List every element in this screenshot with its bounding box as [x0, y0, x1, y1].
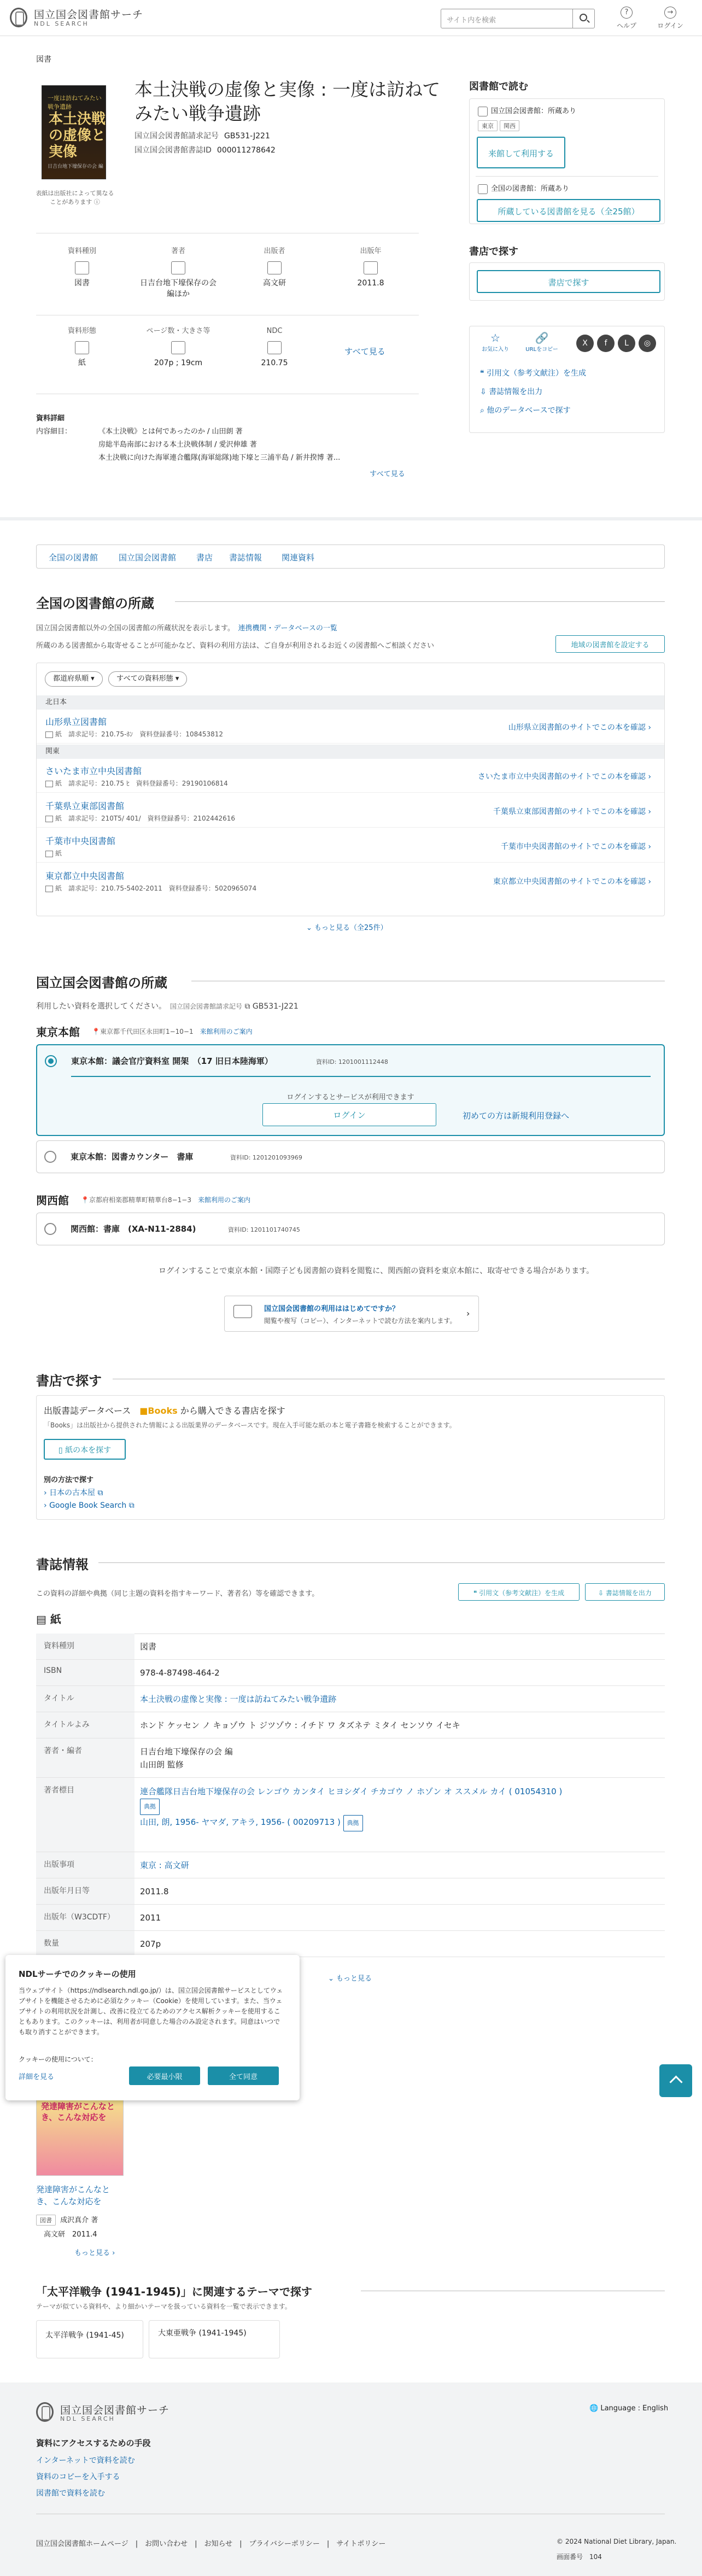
books-logo: ■Books [139, 1406, 178, 1416]
contents-item: 《本土決戦》とは何であったのか / 山田朗 著 [98, 428, 243, 436]
bib-row: 数量 207p [36, 1931, 665, 1957]
theme-card[interactable]: 大東亜戦争 (1941-1945) [149, 2320, 280, 2358]
export-button[interactable]: ⇩ 書誌情報を出力 [585, 1583, 665, 1601]
export-link[interactable]: ⇩ 書誌情報を出力 [480, 388, 543, 396]
national-status: 全国の図書館：所蔵あり [478, 183, 569, 194]
call-number: 国立国会図書館請求記号 GB531-J221 [134, 132, 270, 140]
pin-icon: 📍 [92, 1028, 100, 1035]
search-icon [580, 14, 587, 21]
library-icon [478, 184, 488, 194]
sort-select[interactable]: 都道府県順 ▾ [45, 671, 103, 687]
bib-row: 著者標目 連合艦隊日吉台地下壕保存の会 レンゴウ カンタイ ヒヨシダイ チカゴウ ノ ホゾン オ ススメル カイ ( 01054310 ) 典拠 山田, 朗, 1956- ヤマダ, アキラ, 1956- ( 00209713 ) 典拠 [36, 1778, 665, 1852]
related-more-link[interactable]: もっと見る › [74, 2249, 115, 2257]
fact-ndc: NDC 210.75 [261, 327, 288, 367]
location-tags [478, 120, 522, 131]
national-note: 所蔵のある図書館から取寄せることが可能かなど、資料の利用方法は、ご自身が利用されるお近くの図書館へご相談ください [36, 642, 435, 650]
calendar-icon [364, 261, 378, 274]
bib-row: 出版事項 東京 : 高文研 [36, 1852, 665, 1878]
holding-radio-3[interactable] [44, 1223, 56, 1235]
authority-button[interactable]: 典拠 [343, 1815, 363, 1831]
screen-number: 画面番号 104 [557, 2553, 602, 2561]
paper-icon [45, 851, 53, 857]
login-button[interactable]: ログイン [262, 1103, 436, 1126]
login-message: ログインするとサービスが利用できます [286, 1093, 414, 1102]
help-icon: ? [621, 7, 633, 19]
search-button[interactable] [572, 9, 594, 28]
copy-icon: ⧉ [244, 1002, 250, 1011]
ndl-heading: 国立国会図書館の所蔵 [36, 975, 167, 991]
tokyo-address: 📍東京都千代田区永田町1−10−1 来館利用のご案内 [92, 1028, 253, 1035]
copyright: © 2024 National Diet Library, Japan. [557, 2538, 677, 2545]
holding-libraries-button[interactable]: 所蔵している図書館を見る（全25館） [477, 199, 660, 222]
google-books-link[interactable]: › Google Book Search ⧉ [44, 1501, 134, 1510]
bib-more-link[interactable]: ⌄ もっと見る [328, 1975, 372, 1983]
cookie-question: クッキーの使用について： [19, 2056, 97, 2063]
related-book-title[interactable]: 発達障害がこんなとき、こんな対応を [36, 2185, 110, 2206]
cover-publisher: 日吉台地下壕保存の会 編 [48, 164, 103, 169]
bib-heading: 書誌情報 [36, 1557, 89, 1572]
globe-icon: 🌐 [589, 2404, 599, 2413]
list-item: さいたま市立中央図書館 紙 請求記号：210.75 ﾋ 資料登録番号：29190106814 さいたま市立中央図書館のサイトでこの本を確認 › [37, 759, 664, 793]
instagram-share-icon[interactable]: ◎ [639, 335, 656, 352]
footer-link[interactable]: インターネットで資料を読む [36, 2456, 135, 2465]
list-item: 千葉市中央図書館 紙 千葉市中央図書館のサイトでこの本を確認 › [37, 829, 664, 863]
related-book-pub: 高文研 2011.4 [44, 2230, 97, 2239]
language-switch[interactable]: 🌐 Language : English [589, 2404, 669, 2413]
paper-icon [75, 341, 89, 354]
kansai-heading: 関西館 [36, 1194, 69, 1207]
footer-logo[interactable]: 国立国会図書館サーチ [60, 2404, 170, 2416]
breadcrumb: 図書 [36, 55, 51, 64]
footer-access-heading: 資料にアクセスするための手段 [36, 2438, 151, 2448]
other-db-link[interactable]: ⌕ 他のデータベースで探す [480, 406, 571, 415]
ndl-logo-icon[interactable] [10, 8, 27, 27]
region-kanto: 関東 [37, 745, 664, 759]
shop-button[interactable]: 書店で探す [477, 270, 660, 293]
section-nav [36, 545, 665, 569]
fact-pages: ページ数・大きさ等 207p ; 19cm [146, 327, 210, 367]
region-north: 北日本 [37, 695, 664, 710]
tag-tokyo: 東京 [478, 120, 498, 131]
footer-logo-sub: NDL SEARCH [60, 2415, 115, 2422]
theme-heading: 「太平洋戦争 (1941-1945)」に関連するテーマで探す [36, 2285, 312, 2298]
related-book-author: 図書 成沢真介 著 [36, 2214, 98, 2226]
list-item: 千葉県立東部図書館 紙 請求記号：210T5/ 401/ 資料登録番号：2102442616 千葉県立東部図書館のサイトでこの本を確認 › [37, 794, 664, 828]
bus-icon [233, 1305, 252, 1318]
fact-form: 資料形態 紙 [67, 327, 96, 367]
related-book-cover[interactable]: 発達障害がこんなとき、こんな対応を [36, 2094, 124, 2176]
shop-db-title: 出版書誌データベース ■Books から購入できる書店を探す [44, 1406, 285, 1416]
paper-icon [45, 886, 53, 892]
tokyo-guide-link[interactable]: 来館利用のご案内 [200, 1028, 253, 1035]
visit-button[interactable]: 来館して利用する [477, 137, 565, 168]
theme-desc: テーマが似ている資料や、より細かいテーマを扱っている資料を一覧で表示できます。 [36, 2303, 291, 2310]
logo-subtext: NDL SEARCH [34, 20, 89, 27]
info-icon[interactable]: ⓘ [93, 198, 100, 206]
nav-shop[interactable]: 書店 [196, 553, 213, 563]
see-all-facts-link[interactable]: すべて見る [344, 347, 385, 356]
chevron-right-icon: › [466, 1308, 470, 1319]
register-link[interactable]: 初めての方は新規利用登録へ [463, 1111, 570, 1121]
page-top-button[interactable] [659, 2064, 692, 2097]
bib-desc: この資料の詳細や典拠（同じ主題の資料を指すキーワード、著者名）等を確認できます。 [36, 1590, 319, 1598]
cookie-body: 当ウェブサイト（https://ndlsearch.ndl.go.jp/）は、国立国会図書館サービスとしてウェブサイトを機能させるために必須なクッキー（Cookie）を使用しています。また、当ウェブサイトの利用状況を計測し、改善に役立てるためのアクセス解析クッキーを使用することもあります。このクッキーは、利用者が同意した場合のみ設定されます。同意はいつでも取り消すことができます。 [19, 1987, 283, 2036]
contents-item: 本土決戦に向けた海軍連合艦隊(海軍総隊)地下壕と三浦半島 / 新井揆博 著... [98, 454, 341, 462]
holding-radio-1[interactable] [45, 1055, 57, 1067]
paper-icon [45, 816, 53, 822]
paper-icon: ▤ [36, 1613, 50, 1626]
format-select[interactable]: すべての資料形態 ▾ [108, 671, 187, 687]
tokyo-heading: 東京本館 [36, 1026, 80, 1039]
site-search[interactable] [441, 9, 595, 28]
pen-icon [171, 261, 185, 274]
list-item: 東京都立中央図書館 紙 請求記号：210.75-5402-2011 資料登録番号：5020965074 東京都立中央図書館のサイトでこの本を確認 › [45, 871, 651, 892]
shop-section-heading: 書店で探す [36, 1373, 102, 1389]
partners-link[interactable]: 連携機関・データベースの一覧 [238, 624, 337, 633]
fact-type: 資料種別 図書 [67, 247, 96, 288]
cookie-dialog [5, 1955, 300, 2100]
bib-id: 国立国会図書館書誌ID 000011278642 [134, 146, 276, 155]
search-icon: ⌕ [480, 406, 487, 415]
cookie-detail-link[interactable]: 詳細を見る [19, 2073, 55, 2081]
nav-bib[interactable]: 書誌情報 [229, 553, 262, 563]
cookie-essential-button[interactable]: 必要最小限 [129, 2066, 200, 2085]
other-methods: 別の方法で探す [44, 1476, 94, 1484]
holding-name-2: 東京本館：図書カウンター 書庫 [71, 1152, 194, 1162]
copy-url-button[interactable]: 🔗 URLをコピー [523, 331, 561, 353]
footer-link[interactable]: 資料のコピーを入手する [36, 2473, 120, 2481]
kosho-link[interactable]: › 日本の古本屋 ⧉ [44, 1489, 103, 1497]
first-time-banner[interactable]: 国立国会図書館の利用ははじめてですか？ 閲覧や複写（コピー）、インターネットで読む方法を案内します。 › [224, 1296, 479, 1332]
grid-icon [267, 341, 282, 354]
ndl-icon [478, 107, 488, 116]
bib-row: 著者・編者 日吉台地下壕保存の会 編 山田朗 監修 [36, 1738, 665, 1778]
link-icon: 🔗 [535, 331, 549, 344]
more-libraries-link[interactable]: ⌄ もっと見る（全25件） [306, 924, 388, 932]
contents-item: 房総半島南部における本土決戦体制 / 愛沢伸雄 著 [98, 441, 257, 449]
format-heading: ▤ 紙 [36, 1613, 61, 1626]
book-icon: ▯ [58, 1446, 66, 1455]
fact-publisher: 出版者 高文研 [263, 247, 286, 288]
paper-icon [45, 731, 53, 738]
pin-icon: 📍 [81, 1196, 89, 1204]
footer-link[interactable]: 図書館で資料を読む [36, 2489, 105, 2498]
contents-more-link[interactable]: すべて見る [370, 470, 405, 478]
nav-national[interactable]: 全国の図書館 [49, 553, 98, 563]
holding-name-3: 関西館：書庫 (XA-N11-2884) [71, 1224, 196, 1234]
star-icon: ☆ [490, 331, 500, 344]
kansai-address: 📍京都府相楽郡精華町精華台8−1−3 来館利用のご案内 [81, 1196, 250, 1204]
holding-id-3: 資料ID: 1201101740745 [228, 1226, 300, 1233]
holding-id-2: 資料ID: 1201201093969 [230, 1154, 302, 1161]
contents-list [98, 425, 405, 465]
holding-option-3[interactable] [36, 1213, 665, 1245]
holding-id-1: 資料ID: 1201001112448 [316, 1058, 388, 1065]
cover-subtitle: 一度は訪ねてみたい戦争遺跡 [48, 95, 102, 110]
shop-desc: 「Books」は出版社から提供された情報による出版業界のデータベースです。現在入手可能な紙の本と電子書籍を検索することができます。 [44, 1421, 456, 1429]
login-button[interactable]: → ログイン [654, 7, 687, 30]
holding-radio-2[interactable] [44, 1151, 56, 1163]
ruler-icon [171, 341, 185, 354]
ndl-desc: 利用したい資料を選択してください。 国立国会図書館請求記号 ⧉ GB531-J221 [36, 1002, 299, 1011]
export-icon: ⇩ [480, 388, 489, 396]
nav-related[interactable]: 関連資料 [282, 553, 315, 563]
contents-sub: 内容細目： [36, 428, 72, 436]
search-input[interactable]: サイト内を検索 [447, 16, 496, 25]
login-icon: → [664, 7, 676, 19]
bib-row: 資料種別 図書 [36, 1634, 665, 1660]
book-cover [42, 85, 106, 179]
bib-row: 出版年（W3CDTF） 2011 [36, 1905, 665, 1931]
bib-row: タイトルよみ ホンド ケッセン ノ キョゾウ ト ジツゾウ : イチド ワ タズネテ ミタイ センソウ イセキ [36, 1712, 665, 1738]
line-share-icon[interactable]: L [618, 335, 635, 352]
shop-heading: 書店で探す [469, 246, 518, 257]
bib-row: 出版年月日等 2011.8 [36, 1878, 665, 1905]
ndl-bottom-note: ログインすることで東京本館・国際子ども図書館の資料を閲覧に、関西館の資料を東京本館に、取寄せできる場合があります。 [159, 1267, 594, 1275]
nav-ndl[interactable]: 国立国会図書館 [119, 553, 177, 563]
national-heading: 全国の図書館の所蔵 [36, 596, 154, 611]
ndl-status: 国立国会図書館：所蔵あり [478, 105, 576, 116]
find-paper-book-button[interactable]: ▯ 紙の本を探す [44, 1439, 126, 1460]
footer-bottom-links: 国立国会図書館ホームページ | お問い合わせ | お知らせ | プライバシーポリシー | サイトポリシー [36, 2540, 386, 2548]
region-setting-button[interactable]: 地域の図書館を設定する [555, 635, 665, 653]
help-button[interactable]: ? ヘルプ [610, 7, 643, 30]
site-header [0, 0, 702, 36]
site-footer [0, 2382, 702, 2576]
fact-author: 著者 日吉台地下壕保存の会 編ほか [140, 247, 217, 298]
facebook-share-icon[interactable]: f [597, 335, 615, 352]
bib-row: ISBN 978-4-87498-464-2 [36, 1660, 665, 1686]
quote-icon: ❝ [480, 369, 487, 378]
list-item: 山形県立図書館 紙 請求記号：210.75-ﾎﾝ 資料登録番号：108453812 山形県立図書館のサイトでこの本を確認 › [37, 710, 664, 743]
fact-year: 出版年 2011.8 [357, 247, 384, 288]
building-icon [267, 261, 282, 274]
page-title: 本土決戦の虚像と実像 : 一度は訪ねてみたい戦争遺跡 [134, 79, 441, 124]
theme-card[interactable]: 太平洋戦争 (1941-45) [36, 2320, 143, 2358]
contents-heading: 資料詳細 [36, 414, 65, 423]
x-share-icon[interactable]: X [576, 335, 594, 352]
bib-row: タイトル 本土決戦の虚像と実像 : 一度は訪ねてみたい戦争遺跡 [36, 1686, 665, 1712]
holding-option-2[interactable] [36, 1140, 665, 1173]
cover-title: 本土決戦の虚像と実像 [49, 111, 106, 160]
favorite-button[interactable]: ☆ お気に入り [479, 331, 512, 353]
paper-icon [45, 781, 53, 787]
ndl-logo-icon[interactable] [36, 2402, 54, 2422]
book-icon [75, 261, 89, 274]
national-desc: 国立国会図書館以外の全国の図書館の所蔵状況を表示します。 連携機関・データベースの一覧 [36, 624, 337, 633]
cookie-title: NDLサーチでのクッキーの使用 [19, 1969, 136, 1979]
holding-name-1: 東京本館：議会官庁資料室 開架 （17 旧日本陸海軍） [71, 1056, 273, 1066]
cite-link[interactable]: ❝ 引用文（参考文献注）を生成 [480, 369, 586, 378]
cookie-accept-button[interactable]: 全て同意 [208, 2066, 279, 2085]
authority-button[interactable]: 典拠 [140, 1799, 160, 1815]
read-heading: 図書館で読む [469, 81, 528, 92]
holding-option-1[interactable] [36, 1044, 665, 1136]
kansai-guide-link[interactable]: 来館利用のご案内 [197, 1196, 250, 1204]
cover-note: 表紙は出版社によって異なることがあります ⓘ [36, 190, 114, 206]
logo-text[interactable]: 国立国会図書館サーチ [34, 9, 144, 21]
tag-kansai: 関西 [500, 120, 519, 131]
cite-button[interactable]: ❝ 引用文（参考文献注）を生成 [458, 1583, 580, 1601]
